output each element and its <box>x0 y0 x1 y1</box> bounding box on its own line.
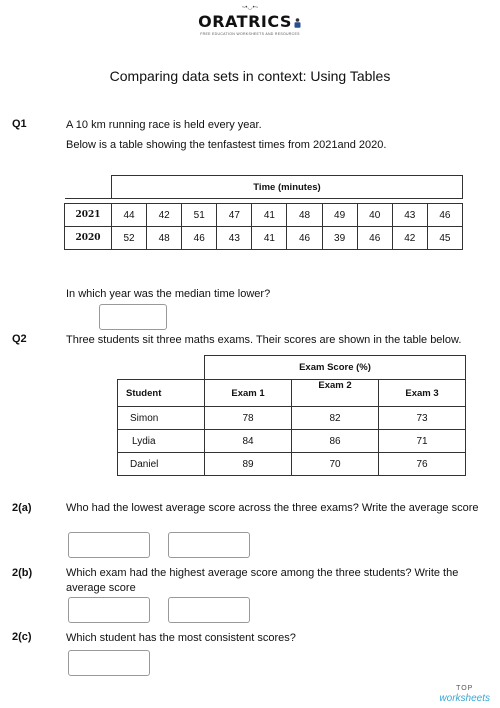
time-cell: 43 <box>392 204 427 227</box>
q1-line1: A 10 km running race is held every year. <box>66 119 262 131</box>
time-cell: 48 <box>147 227 182 250</box>
column-header-row <box>118 380 466 407</box>
q2b-label: 2(b) <box>12 567 33 579</box>
score-cell: 78 <box>205 407 292 430</box>
table-row <box>118 453 466 476</box>
column-header: Exam 1 <box>205 380 292 407</box>
time-cell: 48 <box>287 204 322 227</box>
column-header: Exam 2 <box>292 380 379 407</box>
time-cell: 42 <box>392 227 427 250</box>
q2b-text: Which exam had the highest average score among the three students? Write the average score <box>66 567 459 594</box>
student-name: Simon <box>118 407 205 430</box>
time-cell: 41 <box>252 227 287 250</box>
q2a-average-box[interactable] <box>168 532 250 558</box>
time-cell: 49 <box>322 204 357 227</box>
time-cell: 46 <box>182 227 217 250</box>
q2-label: Q2 <box>12 333 27 345</box>
score-cell: 70 <box>292 453 379 476</box>
time-cell: 46 <box>287 227 322 250</box>
time-cell: 46 <box>357 227 392 250</box>
time-cell: 52 <box>112 227 147 250</box>
time-cell: 47 <box>217 204 252 227</box>
year-2021: 2021 <box>65 204 112 227</box>
time-cell: 41 <box>252 204 287 227</box>
empty-cell <box>65 176 112 199</box>
page-title: Comparing data sets in context: Using Tables <box>109 68 391 84</box>
person-icon <box>293 18 302 28</box>
q1-line2: Below is a table showing the tenfastest times from 2021and 2020. <box>66 139 387 151</box>
q2c-text: Which student has the most consistent scores? <box>66 632 296 644</box>
year-2020: 2020 <box>65 227 112 250</box>
q2c-label: 2(c) <box>12 631 32 643</box>
score-cell: 89 <box>205 453 292 476</box>
time-header: Time (minutes) <box>112 176 463 199</box>
footer-top: TOP <box>456 685 474 692</box>
student-name: Daniel <box>118 453 205 476</box>
q1-label: Q1 <box>12 118 27 130</box>
time-cell: 42 <box>147 204 182 227</box>
score-cell: 86 <box>292 430 379 453</box>
time-cell: 44 <box>112 204 147 227</box>
score-cell: 76 <box>379 453 466 476</box>
logo-text: ORATRICS <box>198 12 292 31</box>
q1-question: In which year was the median time lower? <box>66 288 271 300</box>
q2-intro: Three students sit three maths exams. Their scores are shown in the table below. <box>66 334 462 346</box>
table-row <box>118 407 466 430</box>
q2b-average-box[interactable] <box>168 597 250 623</box>
student-name: Lydia <box>118 430 205 453</box>
score-cell: 84 <box>205 430 292 453</box>
q1-answer-box[interactable] <box>99 304 167 330</box>
column-header: Student <box>118 380 205 407</box>
oratrics-logo <box>0 4 500 36</box>
logo-mark: ~•◡•~ <box>241 5 259 11</box>
table-row <box>65 227 463 250</box>
time-cell: 39 <box>322 227 357 250</box>
footer-brand: worksheets <box>439 693 490 704</box>
exam-scores-table <box>117 355 466 476</box>
time-cell: 46 <box>427 204 462 227</box>
time-cell: 40 <box>357 204 392 227</box>
logo-tagline: FREE EDUCATION WORKSHEETS AND RESOURCES <box>200 32 300 36</box>
topworksheets-logo[interactable] <box>439 684 490 704</box>
q2c-answer-box[interactable] <box>68 650 150 676</box>
q2a-answer-box[interactable] <box>68 532 150 558</box>
score-cell: 82 <box>292 407 379 430</box>
time-cell: 43 <box>217 227 252 250</box>
score-cell: 71 <box>379 430 466 453</box>
q2b-answer-box[interactable] <box>68 597 150 623</box>
time-cell: 45 <box>427 227 462 250</box>
table-row <box>65 204 463 227</box>
race-times-table <box>64 175 463 250</box>
q2a-text: Who had the lowest average score across the three exams? Write the average score <box>66 502 479 514</box>
exam-score-header: Exam Score (%) <box>205 356 466 380</box>
time-cell: 51 <box>182 204 217 227</box>
score-cell: 73 <box>379 407 466 430</box>
column-header: Exam 3 <box>379 380 466 407</box>
q2a-label: 2(a) <box>12 502 32 514</box>
table-row <box>118 430 466 453</box>
